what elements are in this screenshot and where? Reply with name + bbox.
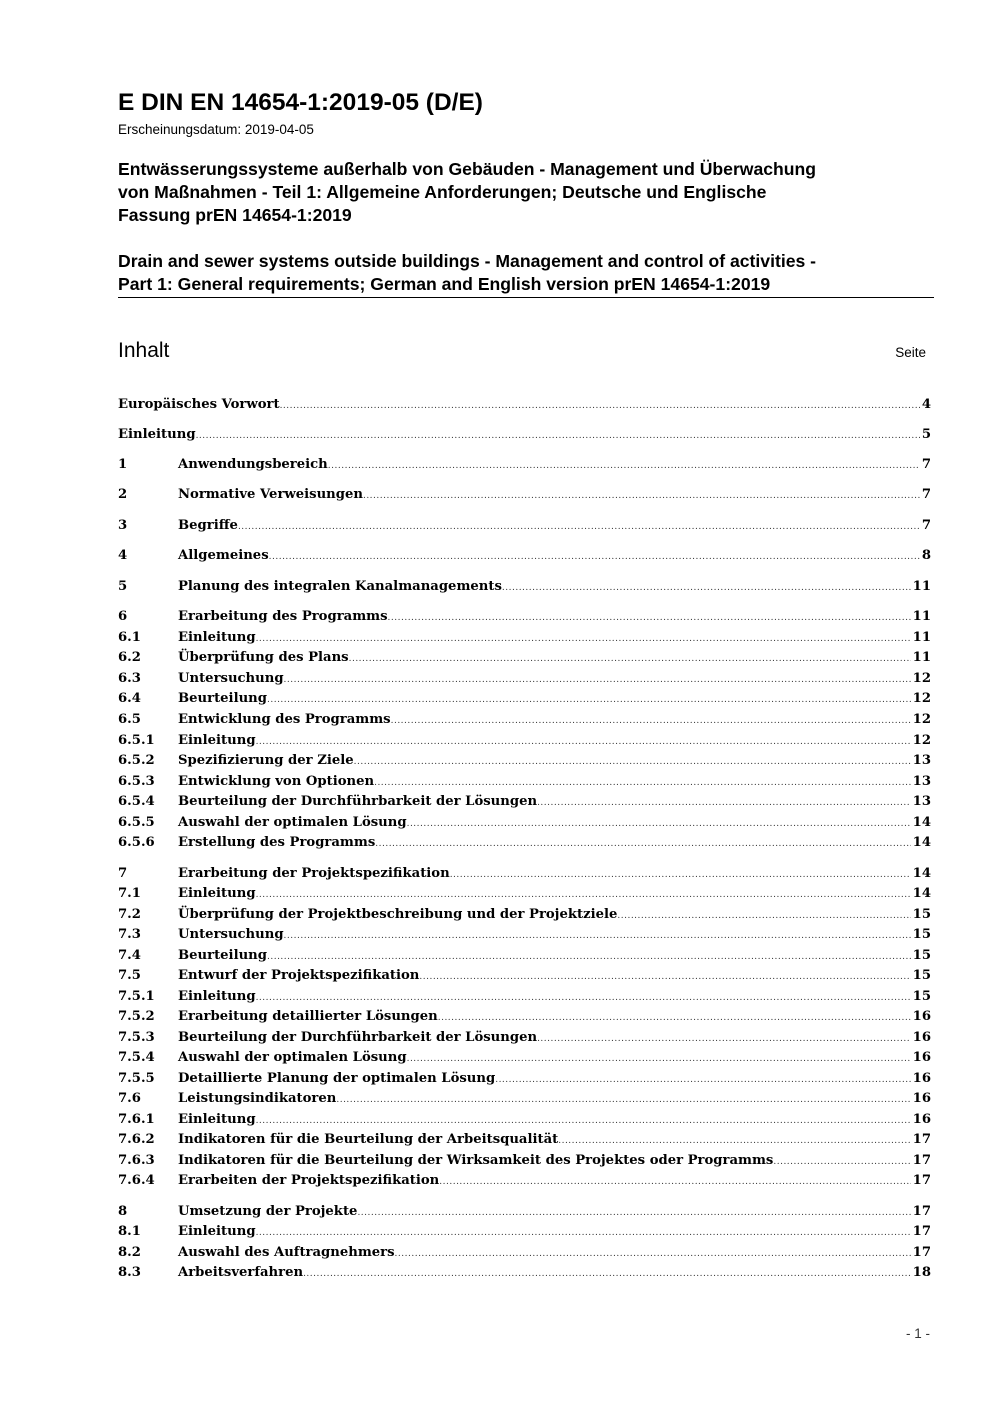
toc-entry-page: 14 (912, 886, 931, 901)
toc-entry-number: 6.3 (118, 671, 141, 686)
toc-dot-leader (773, 1152, 910, 1172)
toc-dot-leader (450, 865, 911, 885)
toc-entry[interactable] (118, 689, 931, 709)
toc-dot-leader (407, 1049, 911, 1069)
toc-entry-page: 11 (912, 630, 931, 645)
toc-entry[interactable] (118, 905, 931, 925)
toc-entry-title: Beurteilung der Durchführbarkeit der Lösungen (178, 1030, 538, 1045)
toc-entry-number: 7.5.2 (118, 1009, 155, 1024)
toc-entry-page: 17 (912, 1204, 931, 1219)
toc-entry-title: Beurteilung der Durchführbarkeit der Lösungen (178, 794, 538, 809)
toc-entry-title: Untersuchung (178, 927, 284, 942)
toc-dot-leader (438, 1008, 911, 1028)
toc-entry[interactable] (118, 731, 931, 751)
toc-entry-page: 17 (912, 1153, 931, 1168)
toc-entry-page: 11 (912, 650, 931, 665)
toc-entry-title: Überprüfung der Projektbeschreibung und der Projektziele (178, 907, 618, 922)
toc-entry-number: 6.5.2 (118, 753, 155, 768)
toc-entry-title: Auswahl der optimalen Lösung (178, 815, 407, 830)
toc-entry-page: 16 (912, 1009, 931, 1024)
toc-entry[interactable] (118, 751, 931, 771)
toc-dot-leader (256, 732, 911, 752)
toc-entry-number: 7.2 (118, 907, 141, 922)
toc-dot-leader (349, 649, 911, 669)
toc-entry-title: Anwendungsbereich (178, 457, 328, 472)
toc-entry-number: 7.6.1 (118, 1112, 155, 1127)
toc-entry-page: 16 (912, 1071, 931, 1086)
toc-entry-page: 5 (921, 427, 931, 442)
toc-entry-number: 7.5.1 (118, 989, 155, 1004)
toc-entry-number: 6.5.6 (118, 835, 155, 850)
toc-entry[interactable] (118, 1007, 931, 1027)
toc-dot-leader (375, 834, 910, 854)
toc-dot-leader (284, 670, 911, 690)
toc-entry-title: Europäisches Vorwort (118, 397, 280, 412)
toc-dot-leader (537, 1029, 911, 1049)
title-german (118, 158, 934, 227)
toc-dot-leader (267, 947, 911, 967)
toc-entry-number: 2 (118, 487, 128, 502)
toc-entry[interactable] (118, 772, 931, 792)
toc-entry-number: 7.5.4 (118, 1050, 155, 1065)
toc-dot-leader (395, 1244, 911, 1264)
toc-entry[interactable] (118, 813, 931, 833)
toc-entry-title: Indikatoren für die Beurteilung der Arbeitsqualität (178, 1132, 559, 1147)
toc-entry-title: Einleitung (178, 630, 256, 645)
toc-entry-number: 3 (118, 518, 128, 533)
toc-entry-title: Einleitung (118, 427, 196, 442)
toc-dot-leader (419, 967, 910, 987)
toc-entry[interactable] (118, 628, 931, 648)
toc-entry-title: Entwicklung des Programms (178, 712, 391, 727)
toc-entry-title: Auswahl der optimalen Lösung (178, 1050, 407, 1065)
toc-dot-leader (280, 396, 920, 416)
toc-entry-title: Einleitung (178, 989, 256, 1004)
title-english (118, 250, 934, 296)
toc-entry[interactable] (118, 546, 931, 566)
toc-entry[interactable] (118, 925, 931, 945)
toc-entry[interactable] (118, 516, 931, 536)
toc-entry[interactable] (118, 1028, 931, 1048)
toc-entry-title: Normative Verweisungen (178, 487, 363, 502)
toc-entry-number: 7.6 (118, 1091, 141, 1106)
toc-dot-leader (196, 426, 920, 446)
toc-entry[interactable] (118, 1130, 931, 1150)
toc-entry-number: 7.5 (118, 968, 141, 983)
toc-entry-title: Erarbeitung detaillierter Lösungen (178, 1009, 438, 1024)
toc-dot-leader (284, 926, 911, 946)
toc-entry-page: 15 (912, 927, 931, 942)
toc-entry-page: 17 (912, 1132, 931, 1147)
toc-entry-number: 8 (118, 1204, 128, 1219)
toc-entry-title: Arbeitsverfahren (178, 1265, 304, 1280)
toc-entry-title: Entwurf der Projektspezifikation (178, 968, 420, 983)
toc-entry-page: 15 (912, 907, 931, 922)
toc-dot-leader (363, 486, 920, 506)
toc-dot-leader (495, 1070, 910, 1090)
toc-entry-page: 16 (912, 1030, 931, 1045)
toc-entry-page: 4 (921, 397, 931, 412)
toc-entry-page: 13 (912, 774, 931, 789)
toc-dot-leader (303, 1264, 911, 1284)
publication-date: Erscheinungsdatum: 2019-04-05 (118, 122, 314, 137)
toc-entry-number: 8.3 (118, 1265, 141, 1280)
toc-dot-leader (256, 1111, 911, 1131)
toc-entry-title: Erarbeiten der Projektspezifikation (178, 1173, 440, 1188)
toc-dot-leader (357, 1203, 910, 1223)
toc-entry-page: 17 (912, 1173, 931, 1188)
toc-entry[interactable] (118, 884, 931, 904)
toc-entry-title: Indikatoren für die Beurteilung der Wirksamkeit des Projektes oder Programms (178, 1153, 774, 1168)
toc-entry-page: 15 (912, 948, 931, 963)
toc-entry[interactable] (118, 946, 931, 966)
toc-entry-title: Planung des integralen Kanalmanagements (178, 579, 502, 594)
toc-entry-title: Spezifizierung der Ziele (178, 753, 354, 768)
toc-entry[interactable] (118, 710, 931, 730)
toc-entry[interactable] (118, 966, 931, 986)
toc-entry[interactable] (118, 1110, 931, 1130)
toc-entry-page: 11 (912, 579, 931, 594)
toc-entry-page: 12 (912, 712, 931, 727)
toc-page-column-label: Seite (895, 345, 926, 360)
toc-entry-number: 6 (118, 609, 128, 624)
toc-entry-title: Begriffe (178, 518, 238, 533)
toc-entry-page: 15 (912, 989, 931, 1004)
title-german-line: Entwässerungssysteme außerhalb von Gebäuden - Management und Überwachung (118, 159, 817, 179)
toc-entry-page: 12 (912, 733, 931, 748)
toc-entry[interactable] (118, 1243, 931, 1263)
toc-entry[interactable] (118, 833, 931, 853)
toc-entry-title: Einleitung (178, 886, 256, 901)
toc-entry-number: 5 (118, 579, 128, 594)
toc-entry-page: 7 (921, 487, 931, 502)
toc-dot-leader (256, 629, 911, 649)
toc-dot-leader (256, 885, 911, 905)
toc-dot-leader (502, 578, 911, 598)
toc-dot-leader (256, 988, 911, 1008)
toc-entry-title: Entwicklung von Optionen (178, 774, 375, 789)
toc-entry[interactable] (118, 607, 931, 627)
toc-dot-leader (269, 547, 920, 567)
toc-dot-leader (617, 906, 910, 926)
toc-entry[interactable] (118, 1151, 931, 1171)
toc-entry-page: 15 (912, 968, 931, 983)
toc-entry-page: 11 (912, 609, 931, 624)
toc-dot-leader (267, 690, 911, 710)
toc-entry-page: 13 (912, 753, 931, 768)
toc-entry[interactable] (118, 577, 931, 597)
toc-entry-title: Auswahl des Auftragnehmers (178, 1245, 395, 1260)
toc-entry-number: 8.1 (118, 1224, 141, 1239)
toc-entry[interactable] (118, 1089, 931, 1109)
toc-entry-number: 6.2 (118, 650, 141, 665)
toc-entry-page: 16 (912, 1091, 931, 1106)
toc-entry-title: Untersuchung (178, 671, 284, 686)
toc-entry[interactable] (118, 648, 931, 668)
toc-entry-page: 8 (921, 548, 931, 563)
title-english-line: Drain and sewer systems outside buildings - Management and control of activities - (118, 251, 817, 271)
toc-entry-number: 4 (118, 548, 128, 563)
toc-entry-number: 7.6.3 (118, 1153, 155, 1168)
toc-entry-number: 7.1 (118, 886, 141, 901)
page-number: - 1 - (905, 1326, 930, 1341)
toc-entry-page: 7 (921, 457, 931, 472)
title-divider (118, 297, 934, 298)
toc-entry-number: 7 (118, 866, 128, 881)
title-german-line: Fassung prEN 14654-1:2019 (118, 205, 352, 225)
toc-entry[interactable] (118, 425, 931, 445)
toc-entry-number: 7.6.2 (118, 1132, 155, 1147)
toc-entry-number: 7.5.5 (118, 1071, 155, 1086)
toc-entry-title: Detaillierte Planung der optimalen Lösung (178, 1071, 496, 1086)
toc-entry-title: Erstellung des Programms (178, 835, 376, 850)
toc-entry-title: Überprüfung des Plans (178, 650, 349, 665)
toc-entry-title: Allgemeines (178, 548, 269, 563)
toc-entry[interactable] (118, 395, 931, 415)
toc-entry-number: 8.2 (118, 1245, 141, 1260)
toc-entry[interactable] (118, 1048, 931, 1068)
toc-entry-number: 6.5.3 (118, 774, 155, 789)
title-german-line: von Maßnahmen - Teil 1: Allgemeine Anforderungen; Deutsche und Englische (118, 182, 767, 202)
toc-dot-leader (336, 1090, 910, 1110)
toc-dot-leader (558, 1131, 910, 1151)
toc-entry-page: 14 (912, 866, 931, 881)
toc-entry[interactable] (118, 1171, 931, 1191)
toc-entry[interactable] (118, 455, 931, 475)
toc-dot-leader (354, 752, 911, 772)
toc-entry-title: Leistungsindikatoren (178, 1091, 337, 1106)
toc-entry[interactable] (118, 1222, 931, 1242)
toc-entry-title: Beurteilung (178, 691, 267, 706)
toc-entry-page: 17 (912, 1224, 931, 1239)
toc-entry-page: 16 (912, 1112, 931, 1127)
toc-entry-page: 12 (912, 691, 931, 706)
toc-entry-page: 18 (912, 1265, 931, 1280)
toc-entry-page: 14 (912, 815, 931, 830)
toc-entry-page: 14 (912, 835, 931, 850)
toc-entry-page: 12 (912, 671, 931, 686)
toc-entry-title: Beurteilung (178, 948, 267, 963)
toc-entry-number: 7.6.4 (118, 1173, 155, 1188)
toc-dot-leader (374, 773, 911, 793)
toc-entry-number: 6.5.4 (118, 794, 155, 809)
toc-entry[interactable] (118, 987, 931, 1007)
toc-dot-leader (391, 711, 911, 731)
toc-entry-number: 1 (118, 457, 128, 472)
toc-entry[interactable] (118, 1263, 931, 1283)
document-standard-id: E DIN EN 14654-1:2019-05 (D/E) (118, 89, 483, 116)
toc-entry[interactable] (118, 864, 931, 884)
toc-entry-number: 7.5.3 (118, 1030, 155, 1045)
toc-dot-leader (439, 1172, 910, 1192)
toc-entry-number: 6.5.1 (118, 733, 155, 748)
toc-entry-title: Einleitung (178, 733, 256, 748)
toc-entry-number: 6.5 (118, 712, 141, 727)
toc-entry-title: Umsetzung der Projekte (178, 1204, 358, 1219)
toc-entry-page: 16 (912, 1050, 931, 1065)
toc-entry-title: Erarbeitung der Projektspezifikation (178, 866, 450, 881)
toc-entry-number: 6.1 (118, 630, 141, 645)
toc-dot-leader (238, 517, 920, 537)
toc-entry-page: 17 (912, 1245, 931, 1260)
toc-dot-leader (256, 1223, 911, 1243)
toc-entry-title: Erarbeitung des Programms (178, 609, 388, 624)
toc-entry[interactable] (118, 485, 931, 505)
toc-entry-page: 7 (921, 518, 931, 533)
toc-entry-title: Einleitung (178, 1224, 256, 1239)
toc-entry-number: 7.4 (118, 948, 141, 963)
toc-entry-title: Einleitung (178, 1112, 256, 1127)
title-english-line: Part 1: General requirements; German and English version prEN 14654-1:2019 (118, 274, 771, 294)
toc-entry[interactable] (118, 669, 931, 689)
toc-dot-leader (407, 814, 911, 834)
toc-entry-number: 7.3 (118, 927, 141, 942)
toc-entry[interactable] (118, 1069, 931, 1089)
toc-entry-page: 13 (912, 794, 931, 809)
toc-dot-leader (537, 793, 911, 813)
toc-entry-number: 6.4 (118, 691, 141, 706)
toc-entry-number: 6.5.5 (118, 815, 155, 830)
toc-entry[interactable] (118, 792, 931, 812)
toc-dot-leader (328, 456, 920, 476)
toc-dot-leader (388, 608, 911, 628)
toc-heading: Inhalt (118, 339, 170, 362)
toc-entry[interactable] (118, 1202, 931, 1222)
